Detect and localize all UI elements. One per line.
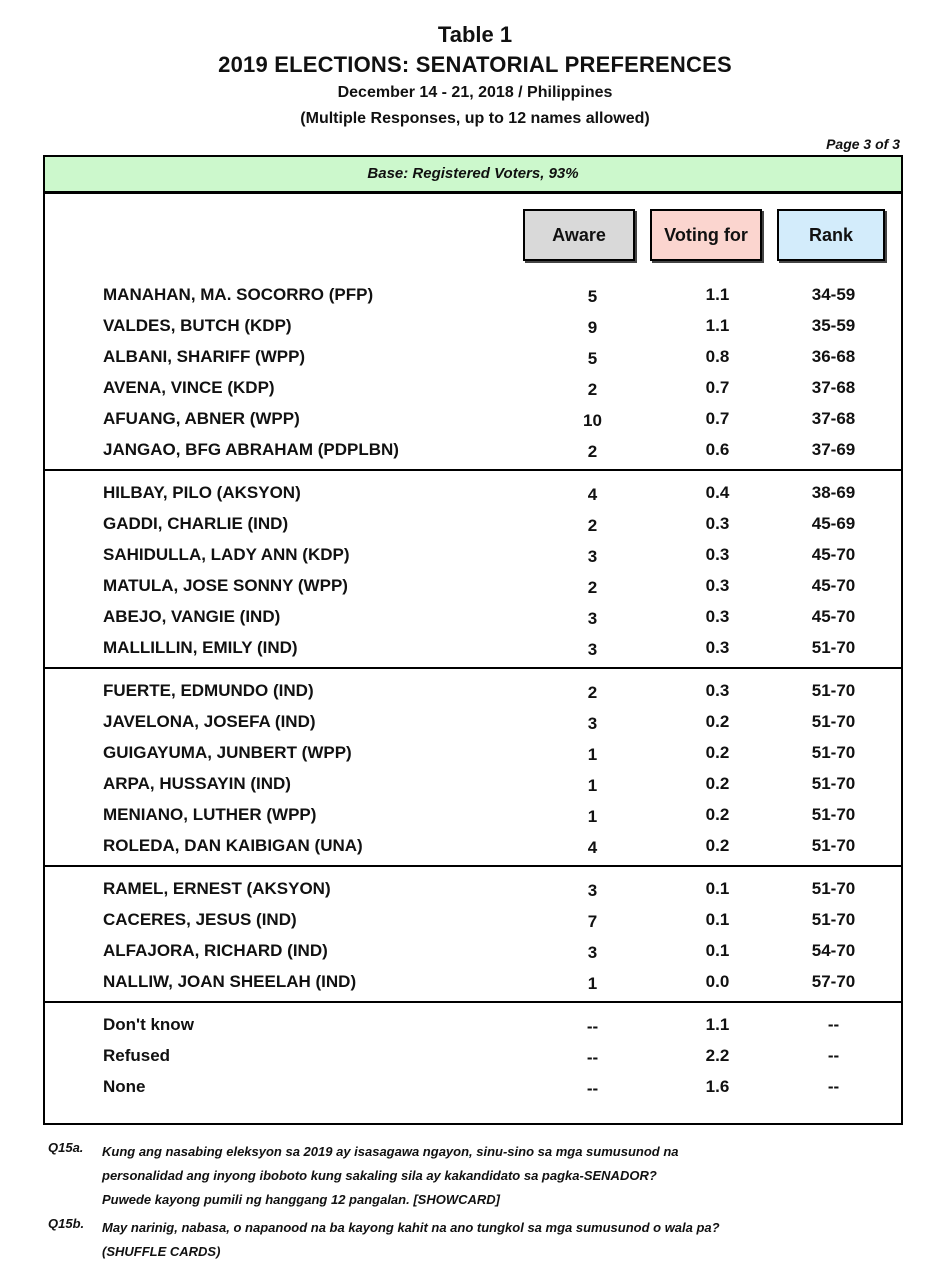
voting-for-value: 0.1 — [705, 879, 730, 898]
rank-value: 38-69 — [811, 483, 856, 502]
table-row — [45, 279, 901, 310]
rank-value: 54-70 — [811, 941, 856, 960]
voting-for-value: 0.2 — [705, 712, 730, 731]
footnote — [48, 1140, 908, 1212]
voting-for-value: 0.3 — [705, 545, 730, 564]
report-title: 2019 ELECTIONS: SENATORIAL PREFERENCES — [218, 52, 732, 77]
rank-value: 34-59 — [811, 285, 856, 304]
row-group — [45, 867, 901, 1003]
rank-value: 45-70 — [811, 545, 856, 564]
table-row — [45, 539, 901, 570]
aware-value: 4 — [587, 838, 598, 857]
candidate-name: ABEJO, VANGIE (IND) — [103, 607, 281, 626]
aware-value: 2 — [587, 683, 598, 702]
footnote — [48, 1216, 908, 1264]
voting-for-value: 0.7 — [705, 378, 730, 397]
footnote-line: Puwede kayong pumili ng hanggang 12 pangalan. [SHOWCARD] — [102, 1192, 500, 1207]
candidate-name: GUIGAYUMA, JUNBERT (WPP) — [103, 743, 352, 762]
table-row — [45, 737, 901, 768]
table-row — [45, 1009, 901, 1040]
candidate-name: None — [103, 1077, 146, 1096]
voting-for-value: 0.2 — [705, 743, 730, 762]
voting-for-value: 0.3 — [705, 638, 730, 657]
rank-value: 35-59 — [811, 316, 856, 335]
rank-value: 51-70 — [811, 879, 856, 898]
candidate-name: SAHIDULLA, LADY ANN (KDP) — [103, 545, 350, 564]
voting-for-value: 0.3 — [705, 514, 730, 533]
rank-value: 37-68 — [811, 378, 856, 397]
page-number: Page 3 of 3 — [826, 136, 900, 152]
voting-for-value: 0.7 — [705, 409, 730, 428]
table-label: Table 1 — [437, 22, 513, 47]
rank-value: 36-68 — [811, 347, 856, 366]
candidate-name: CACERES, JESUS (IND) — [103, 910, 297, 929]
footnote-line: personalidad ang inyong iboboto kung sakaling sila ay kakandidato sa pagka-SENADOR? — [102, 1168, 657, 1183]
table-row — [45, 372, 901, 403]
table-row — [45, 706, 901, 737]
candidate-name: MATULA, JOSE SONNY (WPP) — [103, 576, 348, 595]
candidate-name: MANAHAN, MA. SOCORRO (PFP) — [103, 285, 374, 304]
table-row — [45, 799, 901, 830]
candidate-name: MENIANO, LUTHER (WPP) — [103, 805, 317, 824]
candidate-name: HILBAY, PILO (AKSYON) — [103, 483, 301, 502]
footnote-line: (SHUFFLE CARDS) — [102, 1244, 221, 1259]
candidate-name: MALLILLIN, EMILY (IND) — [103, 638, 298, 657]
aware-value: 5 — [587, 287, 598, 306]
rank-value: 51-70 — [811, 681, 856, 700]
aware-value: 9 — [587, 318, 598, 337]
row-group — [45, 471, 901, 669]
rank-value: 57-70 — [811, 972, 856, 991]
voting-for-value: 0.8 — [705, 347, 730, 366]
rank-value: 51-70 — [811, 638, 856, 657]
aware-value: 1 — [587, 807, 598, 826]
candidate-name: RAMEL, ERNEST (AKSYON) — [103, 879, 331, 898]
aware-value: 1 — [587, 974, 598, 993]
table-row — [45, 1040, 901, 1071]
aware-value: 3 — [587, 609, 598, 628]
column-header-rank: Rank — [777, 209, 885, 261]
rank-value: -- — [827, 1077, 840, 1096]
table-row — [45, 830, 901, 861]
rank-value: 45-69 — [811, 514, 856, 533]
table-row — [45, 1071, 901, 1102]
table-row — [45, 477, 901, 508]
aware-value: 3 — [587, 881, 598, 900]
row-group — [45, 273, 901, 471]
candidate-name: JANGAO, BFG ABRAHAM (PDPLBN) — [103, 440, 399, 459]
voting-for-value: 1.6 — [705, 1077, 730, 1096]
candidate-name: VALDES, BUTCH (KDP) — [103, 316, 292, 335]
table-row — [45, 768, 901, 799]
rank-value: 51-70 — [811, 774, 856, 793]
rank-value: 45-70 — [811, 576, 856, 595]
footnotes — [48, 1140, 908, 1268]
table-row — [45, 508, 901, 539]
voting-for-value: 0.3 — [705, 681, 730, 700]
table-row — [45, 434, 901, 465]
row-group — [45, 669, 901, 867]
table-row — [45, 873, 901, 904]
rank-value: 51-70 — [811, 836, 856, 855]
base-banner: Base: Registered Voters, 93% — [45, 157, 901, 194]
candidate-name: GADDI, CHARLIE (IND) — [103, 514, 289, 533]
aware-value: 3 — [587, 943, 598, 962]
voting-for-value: 0.0 — [705, 972, 730, 991]
footnote-line: May narinig, nabasa, o napanood na ba kayong kahit na ano tungkol sa mga sumusunod o wala pa? — [102, 1220, 720, 1235]
aware-value: 2 — [587, 578, 598, 597]
rank-value: 51-70 — [811, 805, 856, 824]
aware-value: 2 — [587, 516, 598, 535]
voting-for-value: 0.2 — [705, 774, 730, 793]
voting-for-value: 0.3 — [705, 607, 730, 626]
row-group — [45, 1003, 901, 1106]
rank-value: 37-69 — [811, 440, 856, 459]
rank-value: 37-68 — [811, 409, 856, 428]
candidate-name: Refused — [103, 1046, 171, 1065]
rank-value: 51-70 — [811, 743, 856, 762]
table-row — [45, 904, 901, 935]
table-row — [45, 570, 901, 601]
column-header-voting-for: Voting for — [650, 209, 762, 261]
table-row — [45, 935, 901, 966]
aware-value: 4 — [587, 485, 598, 504]
voting-for-value: 0.3 — [705, 576, 730, 595]
table-row — [45, 632, 901, 663]
table-row — [45, 341, 901, 372]
rank-value: 51-70 — [811, 712, 856, 731]
candidate-name: ROLEDA, DAN KAIBIGAN (UNA) — [103, 836, 363, 855]
candidate-name: Don't know — [103, 1015, 194, 1034]
table-row — [45, 601, 901, 632]
footnote-label: Q15a. — [48, 1140, 84, 1155]
voting-for-value: 0.4 — [705, 483, 730, 502]
aware-value: 10 — [583, 411, 602, 430]
voting-for-value: 0.1 — [705, 910, 730, 929]
response-note: (Multiple Responses, up to 12 names allowed) — [300, 110, 650, 127]
candidate-name: NALLIW, JOAN SHEELAH (IND) — [103, 972, 357, 991]
survey-date: December 14 - 21, 2018 / Philippines — [337, 84, 613, 101]
table-row — [45, 966, 901, 997]
aware-value: 3 — [587, 640, 598, 659]
candidate-name: JAVELONA, JOSEFA (IND) — [103, 712, 316, 731]
aware-value: -- — [586, 1079, 599, 1098]
rank-value: 45-70 — [811, 607, 856, 626]
candidate-name: ARPA, HUSSAYIN (IND) — [103, 774, 291, 793]
voting-for-value: 1.1 — [705, 316, 730, 335]
voting-for-value: 0.1 — [705, 941, 730, 960]
candidate-name: AVENA, VINCE (KDP) — [103, 378, 275, 397]
aware-value: 5 — [587, 349, 598, 368]
voting-for-value: 0.6 — [705, 440, 730, 459]
aware-value: 7 — [587, 912, 598, 931]
report-header — [0, 20, 950, 132]
footnote-label: Q15b. — [48, 1216, 85, 1231]
rank-value: -- — [827, 1015, 840, 1034]
aware-value: 1 — [587, 776, 598, 795]
aware-value: 3 — [587, 547, 598, 566]
aware-value: -- — [586, 1017, 599, 1036]
footnote-line: Kung ang nasabing eleksyon sa 2019 ay isasagawa ngayon, sinu-sino sa mga sumusunod na — [102, 1144, 679, 1159]
rank-value: 51-70 — [811, 910, 856, 929]
voting-for-value: 1.1 — [705, 285, 730, 304]
table-row — [45, 403, 901, 434]
rank-value: -- — [827, 1046, 840, 1065]
aware-value: 2 — [587, 380, 598, 399]
aware-value: 2 — [587, 442, 598, 461]
candidate-name: AFUANG, ABNER (WPP) — [103, 409, 300, 428]
table-row — [45, 675, 901, 706]
candidate-name: ALFAJORA, RICHARD (IND) — [103, 941, 328, 960]
results-table — [43, 155, 903, 1125]
aware-value: -- — [586, 1048, 599, 1067]
voting-for-value: 2.2 — [705, 1046, 730, 1065]
aware-value: 1 — [587, 745, 598, 764]
aware-value: 3 — [587, 714, 598, 733]
table-row — [45, 310, 901, 341]
voting-for-value: 0.2 — [705, 805, 730, 824]
voting-for-value: 0.2 — [705, 836, 730, 855]
column-header-aware: Aware — [523, 209, 635, 261]
voting-for-value: 1.1 — [705, 1015, 730, 1034]
table-body — [45, 273, 901, 1106]
candidate-name: FUERTE, EDMUNDO (IND) — [103, 681, 314, 700]
candidate-name: ALBANI, SHARIFF (WPP) — [103, 347, 306, 366]
